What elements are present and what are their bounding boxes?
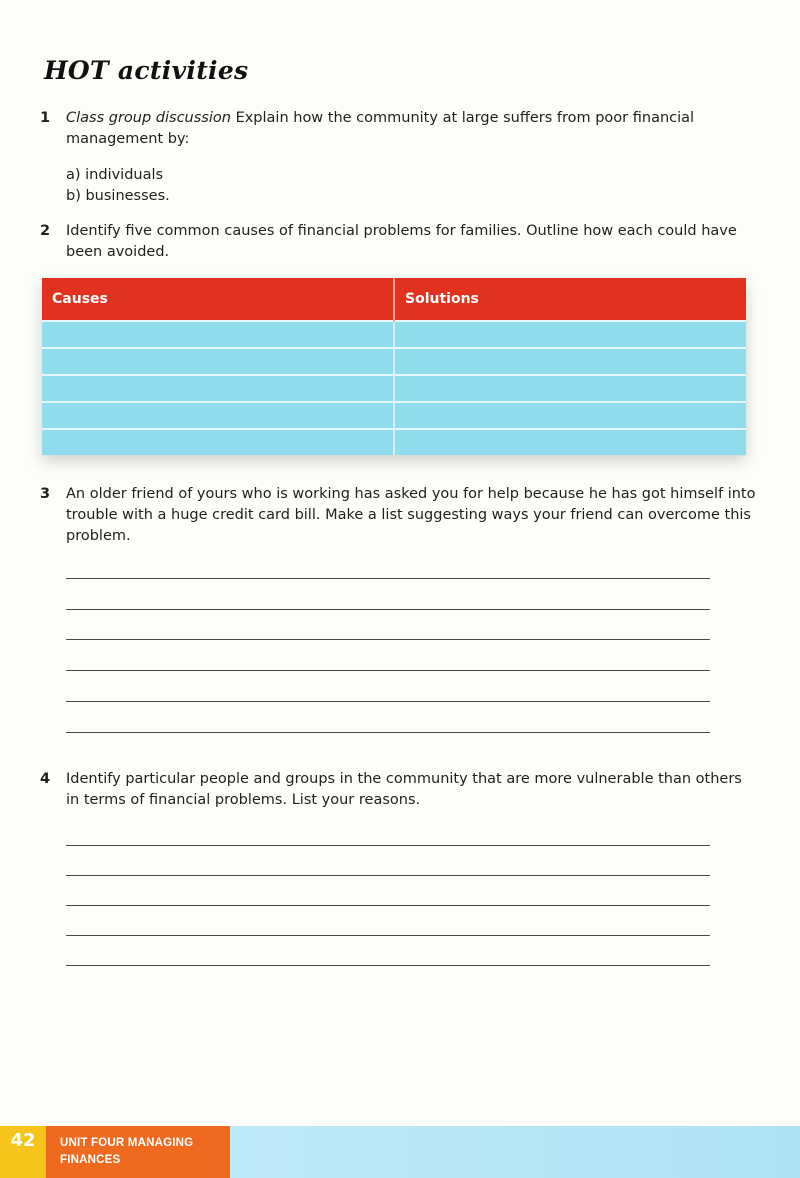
table-cell-cause[interactable] [42, 348, 394, 375]
question-1-body: Explain how the community at large suffers from poor financial management by: [66, 110, 695, 147]
table-row [42, 348, 746, 375]
table-header-causes: Causes [42, 278, 394, 321]
table-cell-cause[interactable] [42, 402, 394, 429]
page-number: 42 [0, 1126, 46, 1178]
page-title: HOT activities [44, 56, 249, 85]
table-header-solutions: Solutions [394, 278, 746, 321]
table-cell-solution[interactable] [394, 348, 746, 375]
table-cell-solution[interactable] [394, 375, 746, 402]
table-cell-solution[interactable] [394, 321, 746, 348]
answer-line[interactable] [66, 935, 710, 936]
causes-solutions-table [42, 278, 746, 455]
unit-label-line-2: FINANCES [60, 1154, 121, 1166]
answer-line[interactable] [66, 639, 710, 640]
table-row [42, 429, 746, 455]
question-4-text: Identify particular people and groups in the community that are more vulnerable than others in terms of financial problems. List your reasons. [66, 771, 742, 808]
answer-line[interactable] [66, 732, 710, 733]
table-row [42, 402, 746, 429]
table-cell-cause[interactable] [42, 321, 394, 348]
table-header-row [42, 278, 746, 321]
table-row [42, 321, 746, 348]
table-cell-solution[interactable] [394, 429, 746, 455]
answer-line[interactable] [66, 701, 710, 702]
answer-line[interactable] [66, 670, 710, 671]
question-1-lead: Class group discussion [66, 110, 231, 126]
question-1-number: 1 [40, 110, 51, 126]
question-3-number: 3 [40, 486, 51, 502]
answer-line[interactable] [66, 609, 710, 610]
question-3-text: An older friend of yours who is working has asked you for help because he has got himself into trouble with a huge credit card bill. Make a list suggesting ways your friend can overcome this problem. [66, 486, 756, 544]
table-cell-cause[interactable] [42, 429, 394, 455]
answer-line[interactable] [66, 845, 710, 846]
question-1-text [66, 108, 756, 150]
question-1-option-a: a) individuals [66, 167, 164, 183]
question-2-text: Identify five common causes of financial problems for families. Outline how each could have been avoided. [66, 223, 737, 260]
unit-label [46, 1126, 230, 1178]
answer-line[interactable] [66, 578, 710, 579]
table-cell-solution[interactable] [394, 402, 746, 429]
answer-line[interactable] [66, 965, 710, 966]
answer-line[interactable] [66, 875, 710, 876]
answer-line[interactable] [66, 905, 710, 906]
table-row [42, 375, 746, 402]
question-1-option-b: b) businesses. [66, 188, 170, 204]
footer-band [230, 1126, 800, 1178]
unit-label-line-1: UNIT FOUR MANAGING [60, 1137, 194, 1149]
question-2-number: 2 [40, 223, 51, 239]
table-cell-cause[interactable] [42, 375, 394, 402]
question-4-number: 4 [40, 771, 51, 787]
